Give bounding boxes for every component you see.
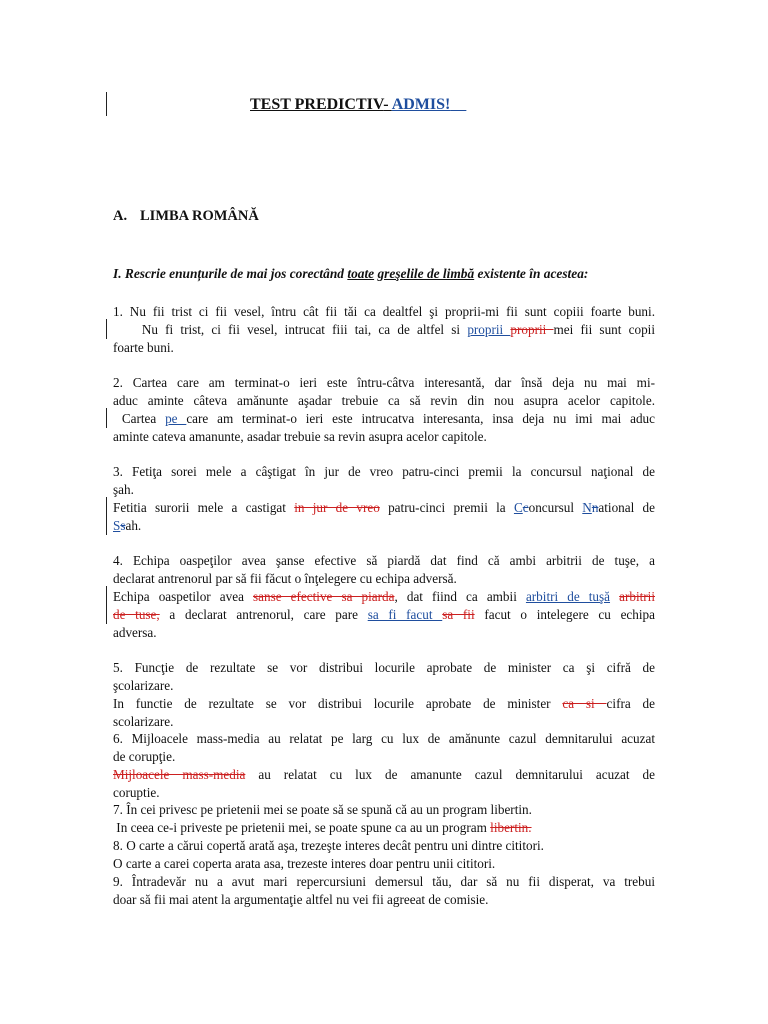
title-dash: -: [383, 96, 392, 113]
ex6-original: 6. Mijloacele mass-media au relatat pe larg cu lux de amănunte cazul demnitarului acuzat: [113, 731, 655, 746]
page-title: [250, 96, 466, 114]
revision-bar: [106, 586, 107, 624]
section-label: LIMBA ROMÂNĂ: [140, 208, 259, 224]
revision-bar: [106, 92, 107, 116]
ex8-original: 8. O carte a cărui copertă arată aşa, trezeşte interes decât pentru uni dintre cititori.: [113, 838, 544, 853]
ex4-corrected-end: adversa.: [113, 625, 157, 640]
ex5-corrected-line: In functie de rezultate se vor distribui locurile aprobate de minister ca si cifra de: [113, 696, 655, 711]
ex5-original-end: şcolarizare.: [113, 678, 174, 693]
instruction: I. Rescrie enunțurile de mai jos corectând toate greşelile de limbă existente în acestea:: [113, 266, 589, 281]
title-main: TEST PREDICTIV: [250, 96, 384, 113]
ex6-original-end: de corupţie.: [113, 749, 176, 764]
ex4-original-cont: declarat antrenorul par să fii făcut o înţelegere cu echipa adversă.: [113, 571, 457, 586]
ex6-corrected-line: Mijloacele mass-media au relatat cu lux de amanunte cazul demnitarului acuzat de: [113, 767, 655, 782]
ex9-original-end: doar să fii mai atent la argumentaţie altfel nu vei fii agreeat de comisie.: [113, 892, 489, 907]
revision-bar: [106, 497, 107, 535]
ex4-corrected-line: Echipa oaspetilor avea sanse efective sa piarda, dat fiind ca ambii arbitri de tuşă arbitrii: [113, 589, 655, 604]
ex3-corrected-line: Fetitia surorii mele a castigat in jur de vreo patru-cinci premii la Cconcursul Nnational de: [113, 500, 656, 515]
ex9-original: 9. Întradevăr nu a avut mari repercursiuni demersul tău, dar să nu fii disperat, va trebui: [113, 874, 655, 889]
ex8-corrected: O carte a carei coperta arata asa, trezeste interes doar pentru unii cititori.: [113, 856, 496, 871]
ex2-corrected-line: Cartea pe care am terminat-o ieri este intrucatva interesanta, insa deja nu imi mai aduc: [121, 411, 655, 426]
ex2-corrected-end: aminte cateva amanunte, asadar trebuie sa revin asupra acelor capitole.: [113, 429, 487, 444]
section-heading: [113, 208, 259, 225]
ex2-original: 2. Cartea care am terminat-o ieri este întru-câtva interesantă, dar însă deja nu mai mi-: [113, 375, 655, 390]
ex6-corrected-end: coruptie.: [113, 785, 160, 800]
section-number: A.: [113, 208, 128, 224]
ex2-original-cont: aduc aminte câteva amănunte aşadar trebuie ca să revin din nou asupra acelor capitole.: [113, 393, 655, 408]
ex3-corrected-end: Ssah.: [113, 518, 142, 533]
ex1-corrected-line: Nu fi trist, ci fii vesel, intrucat fiii tai, ca de altfel si proprii proprii mei fii sunt copii: [141, 322, 655, 337]
revision-bar: [106, 319, 107, 339]
title-admis: ADMIS!: [391, 96, 451, 113]
ex1-original: 1. Nu fii trist ci fii vesel, întru cât fii tăi ca dealtfel şi proprii-mi fii sunt copiii foarte buni.: [113, 304, 655, 319]
ex3-original: 3. Fetiţa sorei mele a câştigat în jur de vreo patru-cinci premii la concursul naţional de: [113, 464, 655, 479]
ex7-corrected: In ceea ce-i priveste pe prietenii mei, se poate spune ca au un program libertin.: [116, 820, 532, 835]
ex5-original: 5. Funcţie de rezultate se vor distribui locurile aprobate de minister ca şi cifră de: [113, 660, 655, 675]
ex5-corrected-end: scolarizare.: [113, 714, 174, 729]
ex4-corrected-cont: de tuse, a declarat antrenorul, care pare sa fi facut sa fii facut o intelegere cu echipa: [113, 607, 655, 622]
ex1-corrected-end: foarte buni.: [113, 340, 174, 355]
ex4-original: 4. Echipa oaspeţilor avea şanse efective să piardă dat find că ambi arbitrii de tuşe, a: [113, 553, 655, 568]
ex7-original: 7. În cei privesc pe prietenii mei se poate să se spună că au un program libertin.: [113, 802, 532, 817]
revision-bar: [106, 408, 107, 428]
ex3-original-end: şah.: [113, 482, 134, 497]
